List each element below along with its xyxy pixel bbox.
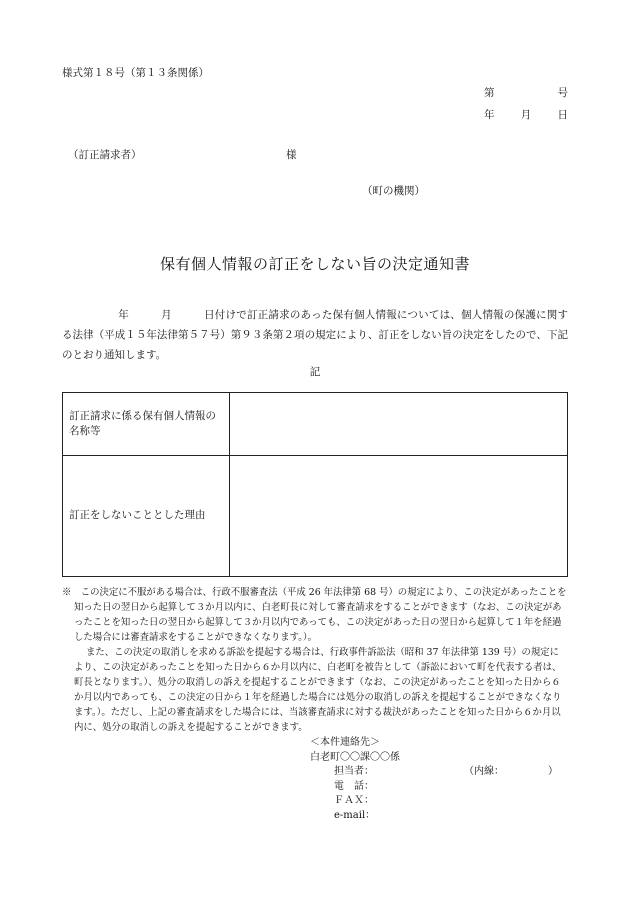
document-title: 保有個人情報の訂正をしない旨の決定通知書 <box>159 255 470 273</box>
appeal-notes <box>62 585 568 735</box>
requester-label: （訂正請求者） <box>68 149 142 161</box>
note-appeal: ※ この決定に不服がある場合は、行政不服審査法（平成 26 年法律第 68 号）の規定により、この決定があったことを知った日の翌日から起算して３か月以内に、白老町長に対して審査請求をすることができます（なお、この決定があったことを知った日の翌日から起算して３か月以内であっても、この決定があった日の翌日から起算して１年を経過した場合には審査請求をすることができなくなります。）。 <box>62 587 567 643</box>
contact-department: 白老町〇〇課〇〇係 <box>310 751 400 763</box>
document-number-row <box>484 86 568 108</box>
record-table <box>62 392 568 577</box>
body-text: 日付けで訂正請求のあった保有個人情報については、個人情報の保護に関する法律（平成１５年法律第５７号）第９３条第２項の規定により、訂正をしない旨の決定をしたので、下記のとおり通知します。 <box>62 309 568 361</box>
email-label: e-mail： <box>334 809 376 821</box>
notice-body <box>62 305 568 365</box>
form-number: 様式第１８号（第１３条関係） <box>62 67 209 79</box>
body-month: 月 <box>160 309 172 321</box>
extension-close: ） <box>548 766 558 777</box>
issue-month: 月 <box>520 109 532 121</box>
number-prefix: 第 <box>484 87 495 99</box>
contact-block <box>310 736 558 823</box>
table-row <box>63 456 568 577</box>
document-number-date-block <box>484 86 568 130</box>
person-label: 担当者： <box>334 766 374 777</box>
table-row <box>63 393 568 456</box>
issue-year: 年 <box>484 109 495 121</box>
info-name-value <box>230 393 568 456</box>
reason-value <box>230 456 568 577</box>
phone-label: 電 話： <box>334 780 374 792</box>
issue-day: 日 <box>557 109 568 121</box>
contact-person-row <box>310 765 558 780</box>
ki-heading: 記 <box>309 366 321 378</box>
note-lawsuit: また、この決定の取消しを求める訴訟を提起する場合は、行政事件訴訟法（昭和 37 年法律第 139 号）の規定により、この決定があったことを知った日から６か月以内に、白老町を被告として（訴訟において町を代表する者は、町長となります。）、処分の取消しの訴えを提起することができます（なお、この決定があったことを知った日から６か月以内であっても、この決定の日から１年を経過した場合には処分の取消しの訴えを提起することができなくなります。）。ただし、上記の審査請求をした場合には、当該審査請求に対する裁決があったことを知った日から６か月以内に、処分の取消しの訴えを提起することができます。 <box>74 647 562 733</box>
info-name-label: 訂正請求に係る保有個人情報の名称等 <box>63 393 230 456</box>
agency-label: （町の機関） <box>362 185 425 197</box>
issue-date-row <box>484 108 568 130</box>
extension-label: （内線： <box>464 766 504 777</box>
fax-label: ＦＡＸ： <box>334 795 374 806</box>
reason-label: 訂正をしないこととした理由 <box>63 456 230 577</box>
body-year: 年 <box>118 309 129 321</box>
honorific: 様 <box>286 149 297 161</box>
number-suffix: 号 <box>557 87 568 99</box>
contact-heading: ＜本件連絡先＞ <box>310 737 380 748</box>
